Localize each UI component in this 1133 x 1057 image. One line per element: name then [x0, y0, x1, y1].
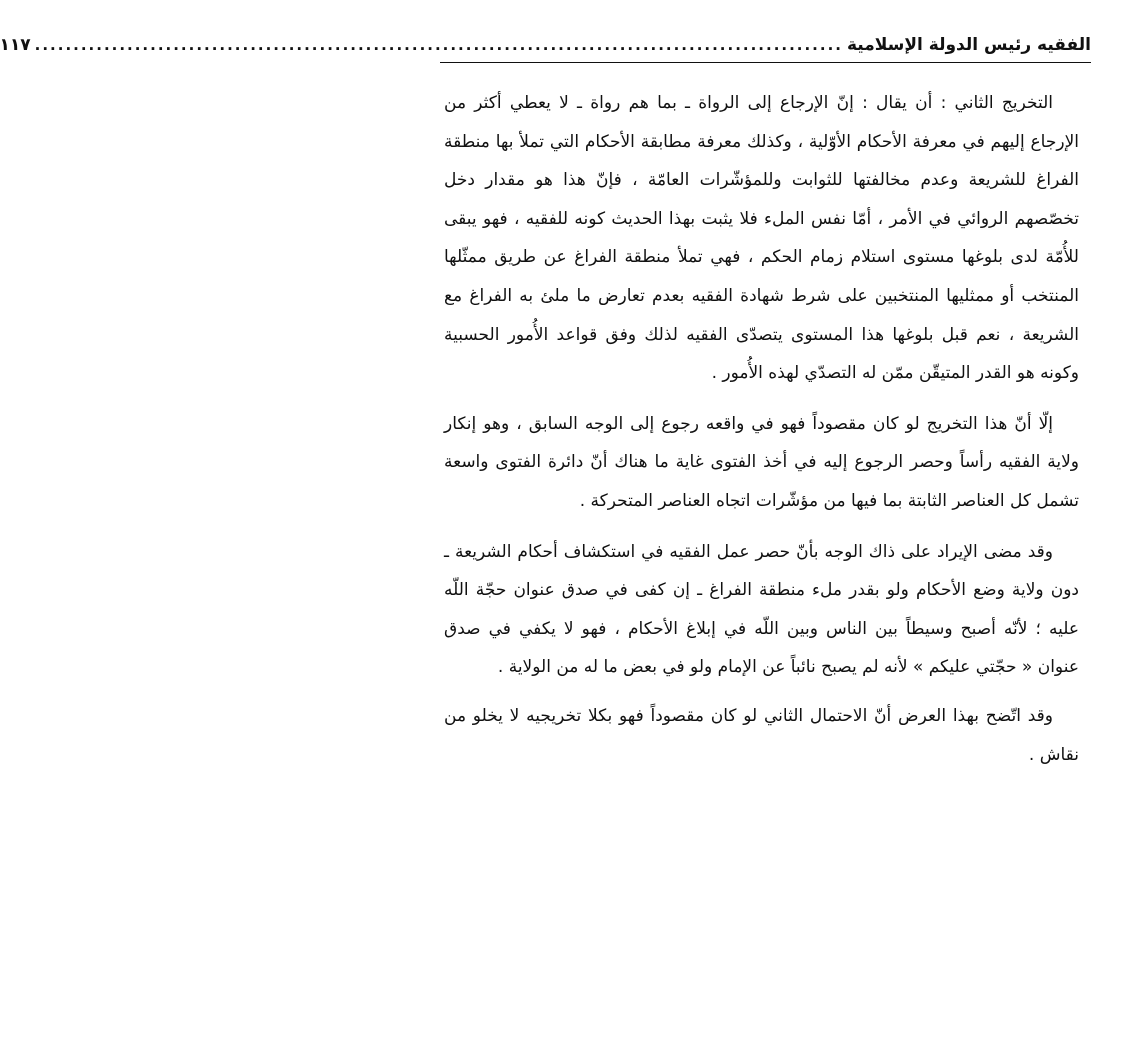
- header-rule: [440, 62, 1091, 63]
- leader-dots: .........................................................................................................: [34, 36, 843, 54]
- body-text: [444, 84, 1079, 784]
- paragraph-3: وقد مضى الإيراد على ذاك الوجه بأنّ حصر عمل الفقيه في استكشاف أحكام الشريعة ـ دون ولاية وضع الأحكام ولو بقدر ملء منطقة الفراغ ـ إن كفى في صدق عنوان حجّة اللّه عليه ؛ لأنّه أصبح وسيطاً بين الناس وبين اللّه في إبلاغ الأحكام ، فهو لا يكفي في صدق عنوان « حجّتي عليكم » لأنه لم يصبح نائباً عن الإمام ولو في بعض ما له من الولاية .: [444, 541, 1079, 678]
- page-number: ١١٧: [0, 35, 31, 55]
- paragraph-1: التخريج الثاني : أن يقال : إنّ الإرجاع إلى الرواة ـ بما هم رواة ـ لا يعطي أكثر من الإرجاع إليهم في معرفة الأحكام الأوّلية ، وكذلك معرفة مطابقة الأحكام التي تملأ بها منطقة الفراغ للشريعة وعدم مخالفتها للثوابت وللمؤشّرات العامّة ، فإنّ هذا هو مقدار دخل تخصّصهم الروائي في الأمر ، أمّا نفس الملء فلا يثبت بهذا الحديث كونه للفقيه ، فهو يبقى للأُمّة لدى بلوغها مستوى استلام زمام الحكم ، فهي تملأ منطقة الفراغ عن طريق ممثّلها المنتخب أو ممثليها المنتخبين على شرط شهادة الفقيه بعدم تعارض ما ملئ به الفراغ مع الشريعة ، نعم قبل بلوغها هذا المستوى يتصدّى الفقيه لذلك وفق قواعد الأُمور الحسبية وكونه هو القدر المتيقّن ممّن له التصدّي لهذه الأُمور .: [444, 93, 1079, 384]
- running-title: الفقيه رئيس الدولة الإسلامية: [846, 35, 1091, 55]
- paragraph-2: إلّا أنّ هذا التخريج لو كان مقصوداً فهو في واقعه رجوع إلى الوجه السابق ، وهو إنكار ولاية الفقيه رأساً وحصر الرجوع إليه في أخذ الفتوى غاية ما هناك أنّ دائرة الفتوى واسعة تشمل كل العناصر الثابتة بما فيها من مؤشّرات اتجاه العناصر المتحركة .: [444, 413, 1079, 511]
- running-header: [0, 30, 1091, 60]
- paragraph-4: وقد اتّضح بهذا العرض أنّ الاحتمال الثاني لو كان مقصوداً فهو بكلا تخريجيه لا يخلو من نقاش .: [444, 705, 1079, 765]
